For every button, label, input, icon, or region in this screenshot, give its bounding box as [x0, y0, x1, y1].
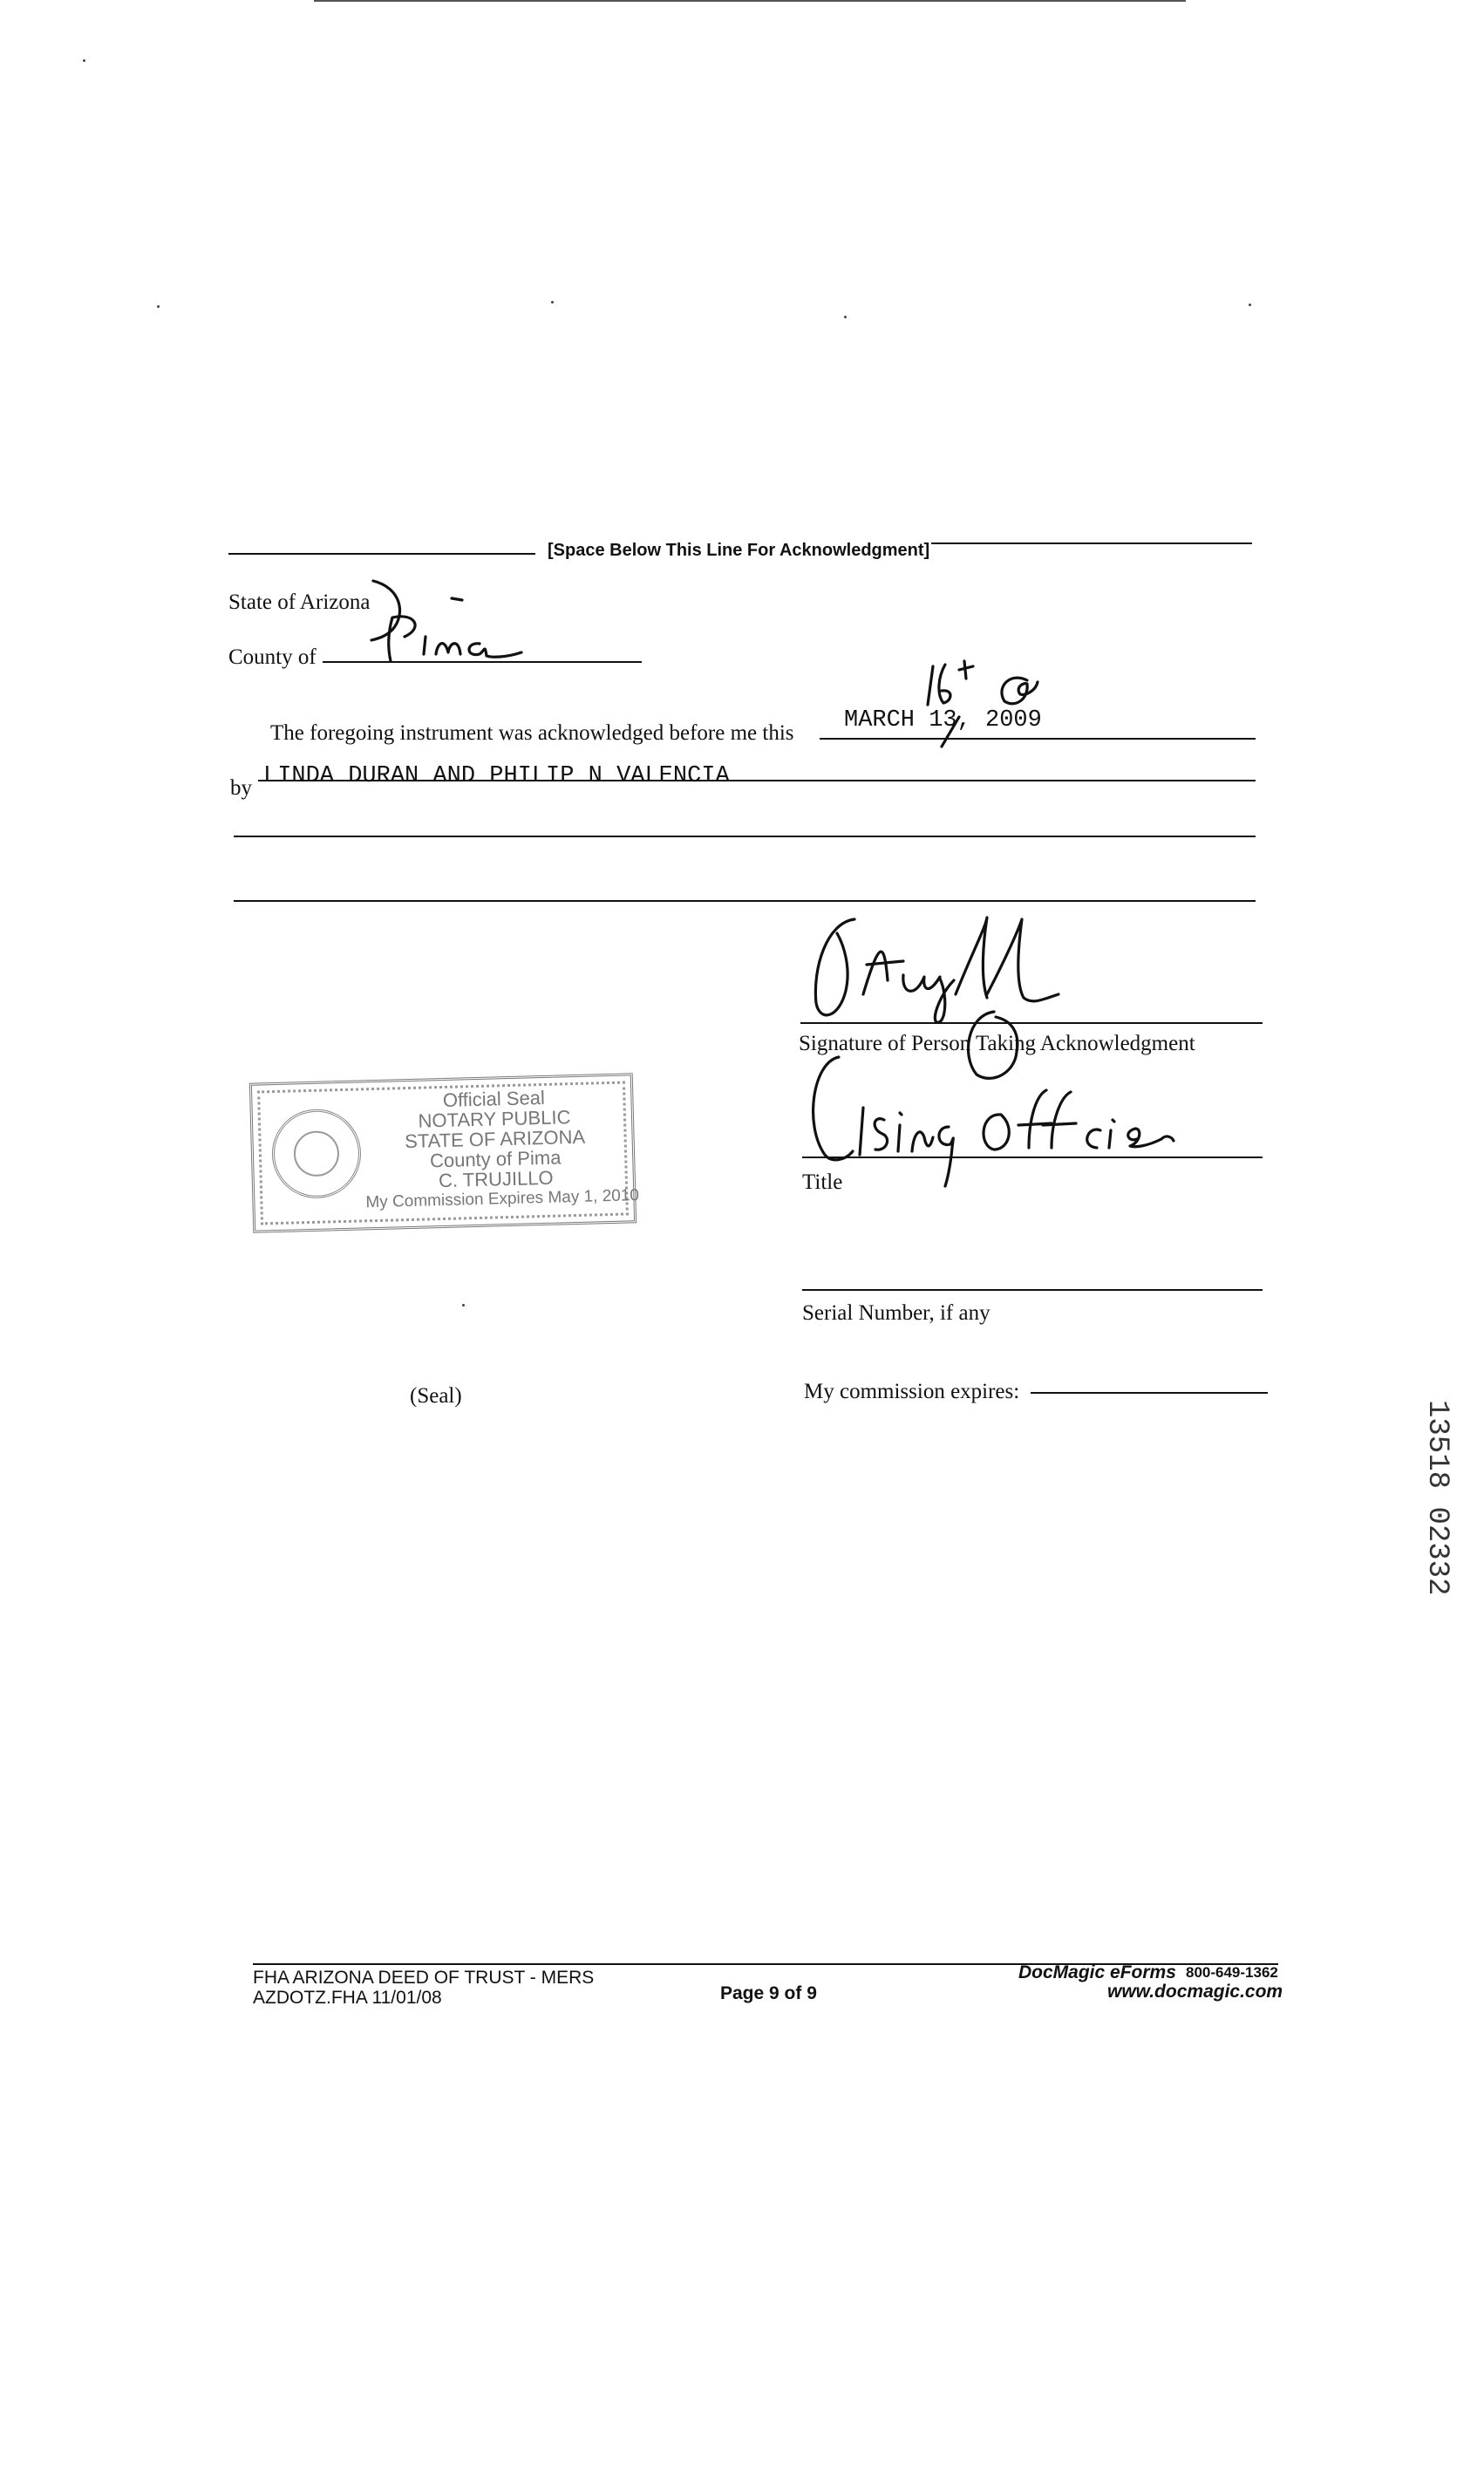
handwritten-date-correction — [924, 656, 1055, 759]
acknowledgment-date: MARCH 13, 2009 — [844, 707, 1042, 733]
seal-line: Official Seal — [442, 1086, 546, 1111]
blank-line-1 — [234, 836, 1256, 837]
seal-line: County of Pima — [429, 1146, 562, 1172]
scan-speck — [551, 301, 554, 304]
footer-doc-title: FHA ARIZONA DEED OF TRUST - MERS — [253, 1968, 595, 1988]
scan-speck — [1249, 304, 1251, 306]
serial-label: Serial Number, if any — [802, 1301, 990, 1325]
footer-page-number: Page 9 of 9 — [720, 1983, 817, 2003]
seal-line: NOTARY PUBLIC — [418, 1106, 571, 1132]
acknowledged-text: The foregoing instrument was acknowledged before me this — [270, 721, 794, 745]
commission-label: My commission expires: — [804, 1380, 1020, 1403]
seal-line: STATE OF ARIZONA — [404, 1125, 586, 1153]
state-line: State of Arizona — [228, 590, 371, 614]
scan-speck — [844, 316, 847, 318]
header-rule-right — [931, 542, 1252, 544]
commission-line — [1031, 1392, 1268, 1394]
title-label: Title — [802, 1170, 843, 1194]
handwritten-title — [800, 1050, 1184, 1181]
title-line — [802, 1157, 1263, 1158]
signature-label: Signature of Person Taking Acknowledgment — [799, 1032, 1195, 1055]
county-label: County of — [228, 645, 317, 669]
by-value: LINDA DURAN AND PHILIP N VALENCIA — [263, 763, 730, 789]
handwritten-county-pima — [375, 611, 532, 672]
recording-number: 13518 02332 — [1420, 1400, 1453, 1596]
handwritten-tick — [450, 593, 467, 604]
seal-line: C. TRUJILLO — [438, 1166, 554, 1192]
scan-speck — [157, 305, 160, 308]
seal-text — [363, 1086, 640, 1213]
notary-seal-stamp — [249, 1073, 640, 1232]
by-label: by — [230, 776, 252, 800]
header-rule-left — [228, 553, 535, 555]
section-header: [Space Below This Line For Acknowledgment] — [548, 541, 930, 560]
footer-website: www.docmagic.com — [1107, 1982, 1283, 2002]
scan-speck — [462, 1304, 465, 1307]
seal-label: (Seal) — [410, 1384, 462, 1408]
footer-vendor: DocMagic eForms — [1018, 1962, 1176, 1982]
footer-doc-code: AZDOTZ.FHA 11/01/08 — [253, 1988, 442, 2008]
page-top-edge — [314, 0, 1186, 2]
scan-speck — [83, 59, 85, 62]
blank-line-2 — [234, 900, 1256, 902]
seal-line: My Commission Expires May 1, 2010 — [365, 1186, 640, 1212]
footer-phone: 800-649-1362 — [1186, 1964, 1278, 1981]
serial-line — [802, 1289, 1263, 1291]
